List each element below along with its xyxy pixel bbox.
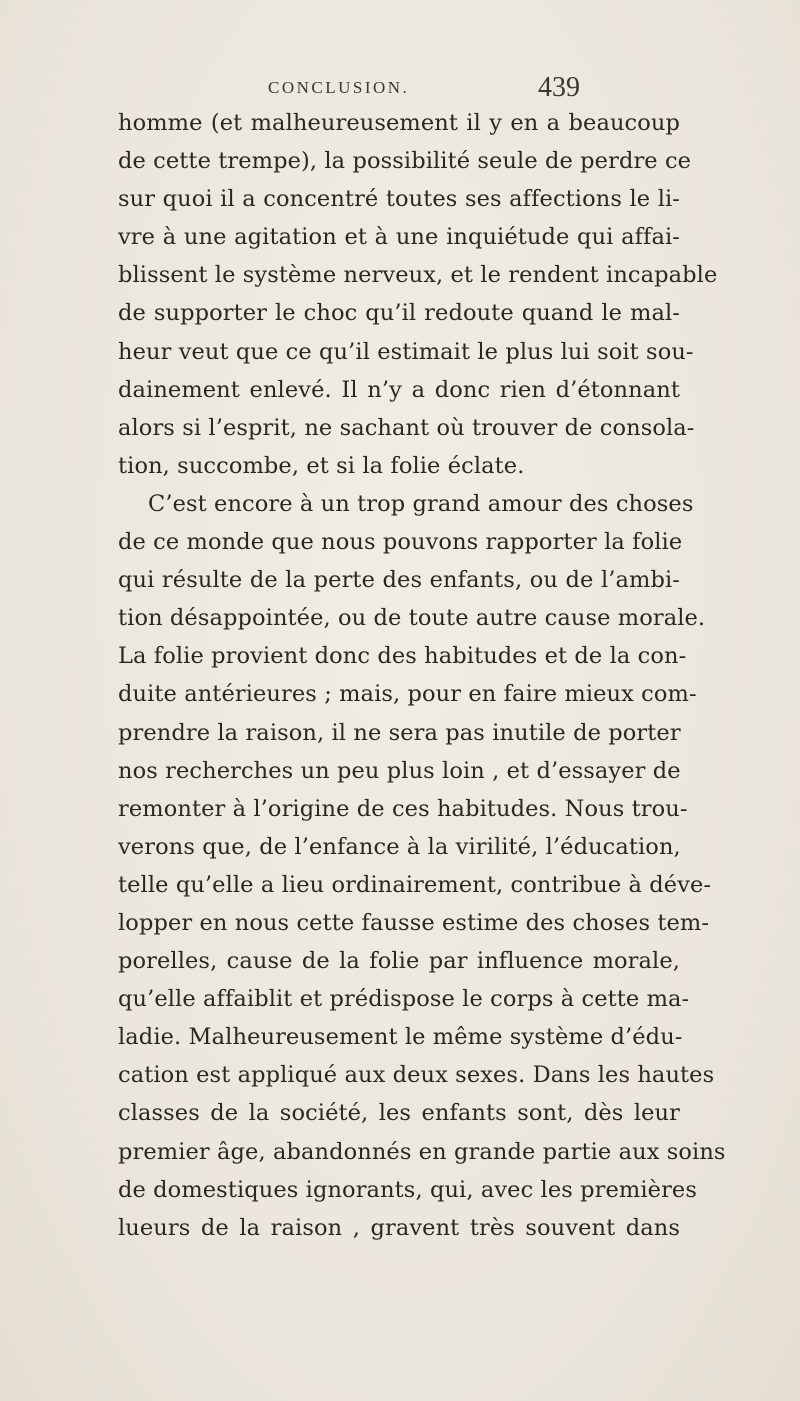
text-line: La folie provient donc des habitudes et de la con- xyxy=(118,643,687,670)
text-line: remonter à l’origine de ces habitudes. Nous trou- xyxy=(118,795,688,822)
text-line: sur quoi il a concentré toutes ses affections le li- xyxy=(118,186,680,213)
text-line: qu’elle affaiblit et prédispose le corps à cette ma- xyxy=(118,986,690,1013)
text-line: porelles, cause de la folie par influence morale, xyxy=(118,948,680,975)
text-line: qui résulte de la perte des enfants, ou de l’ambi- xyxy=(118,567,680,594)
text-line: prendre la raison, il ne sera pas inutile de porter xyxy=(118,719,681,746)
text-line: homme (et malheureusement il y en a beaucoup xyxy=(118,110,680,136)
text-line: duite antérieures ; mais, pour en faire mieux com- xyxy=(118,681,697,708)
text-line: verons que, de l’enfance à la virilité, l’éducation, xyxy=(118,833,681,860)
text-line: vre à une agitation et à une inquiétude qui affai- xyxy=(118,224,680,251)
text-line-paragraph-start: C’est encore à un trop grand amour des choses xyxy=(148,490,694,517)
text-line: heur veut que ce qu’il estimait le plus lui soit sou- xyxy=(118,338,694,365)
text-line: de supporter le choc qu’il redoute quand le mal- xyxy=(118,300,680,327)
text-line: blissent le système nerveux, et le rendent incapable xyxy=(118,262,718,289)
text-line: lueurs de la raison , gravent très souvent dans xyxy=(118,1214,680,1241)
running-head: CONCLUSION. xyxy=(268,78,410,97)
text-line: tion désappointée, ou de toute autre cause morale. xyxy=(118,605,706,632)
text-line: alors si l’esprit, ne sachant où trouver de consola- xyxy=(118,414,695,441)
text-line: dainement enlevé. Il n’y a donc rien d’étonnant xyxy=(118,376,680,403)
text-line: telle qu’elle a lieu ordinairement, contribue à déve- xyxy=(118,871,712,898)
page-number: 439 xyxy=(538,72,580,103)
text-line: nos recherches un peu plus loin , et d’essayer de xyxy=(118,757,681,784)
text-line: de domestiques ignorants, qui, avec les premières xyxy=(118,1176,697,1203)
text-line: de ce monde que nous pouvons rapporter la folie xyxy=(118,529,683,556)
text-line: premier âge, abandonnés en grande partie aux soins xyxy=(118,1138,726,1165)
text-line: lopper en nous cette fausse estime des choses tem- xyxy=(118,909,710,936)
text-line: de cette trempe), la possibilité seule de perdre ce xyxy=(118,148,692,175)
text-line: cation est appliqué aux deux sexes. Dans les hautes xyxy=(118,1062,715,1089)
text-line: classes de la société, les enfants sont, dès leur xyxy=(118,1100,680,1127)
text-line: ladie. Malheureusement le même système d’édu- xyxy=(118,1024,683,1051)
text-line-paragraph-end: tion, succombe, et si la folie éclate. xyxy=(118,452,525,479)
body-text xyxy=(118,104,726,1247)
